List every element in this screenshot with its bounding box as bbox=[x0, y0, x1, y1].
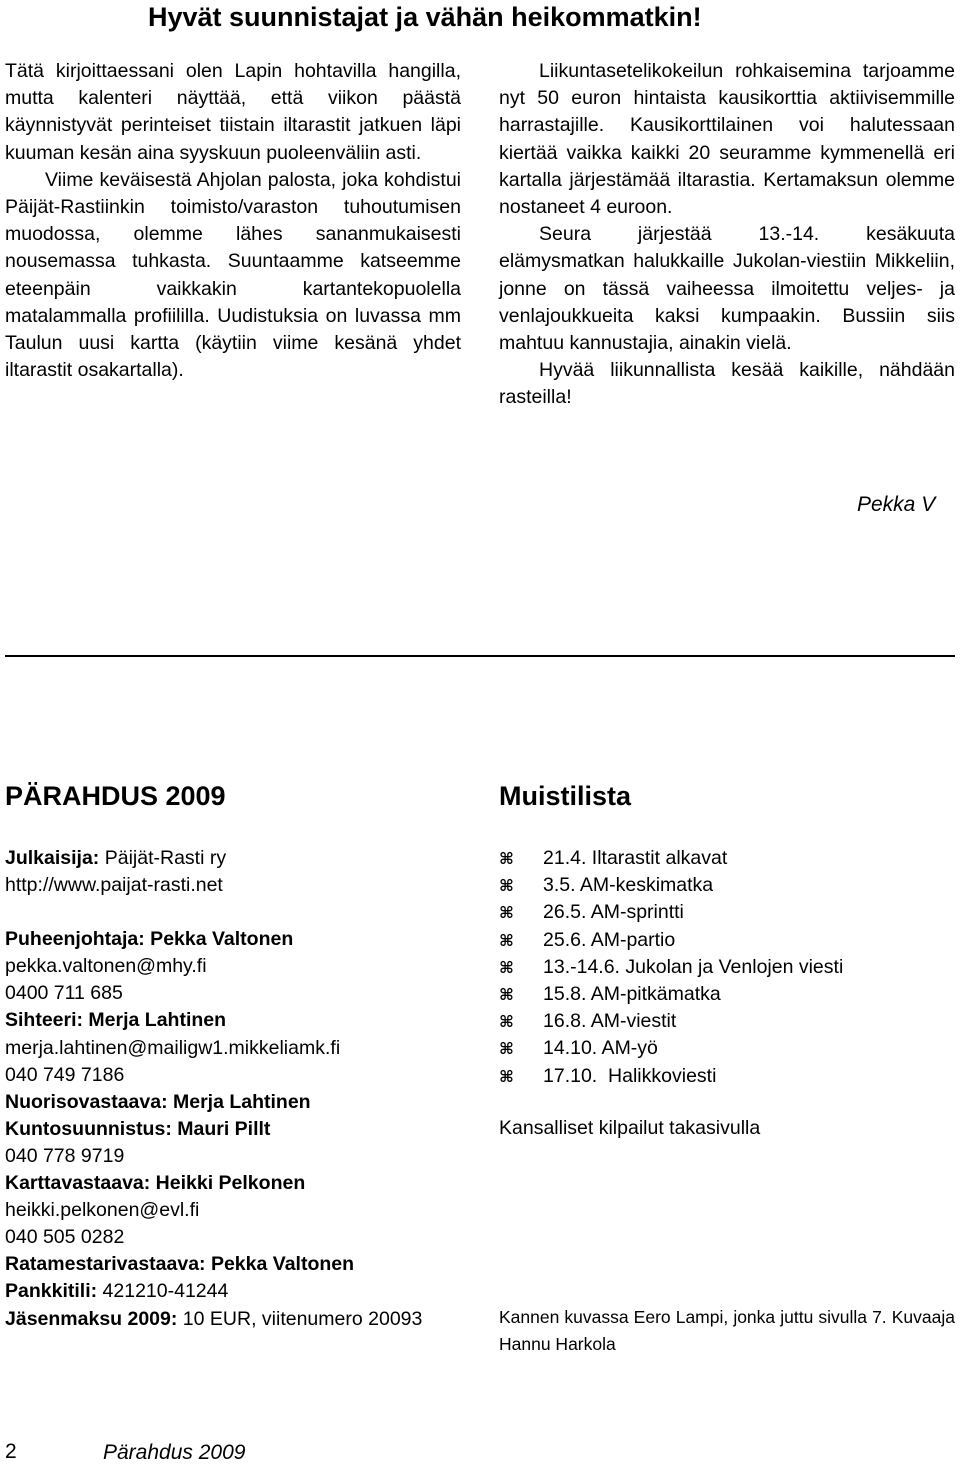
list-item: ⌘ 26.5. AM-sprintti bbox=[499, 899, 955, 926]
youth-label: Nuorisovastaava: Merja Lahtinen bbox=[5, 1090, 311, 1113]
list-item: ⌘ 13.-14.6. Jukolan ja Venlojen viesti bbox=[499, 954, 955, 981]
list-item: ⌘ 3.5. AM-keskimatka bbox=[499, 872, 955, 899]
list-item: ⌘ 15.8. AM-pitkämatka bbox=[499, 981, 955, 1008]
footer-publication: Pärahdus 2009 bbox=[103, 1441, 246, 1464]
magazine-title: PÄRAHDUS 2009 bbox=[5, 781, 226, 811]
intro-paragraph: Tätä kirjoittaessani olen Lapin hohtavilla hangilla, mutta kalenteri näyttää, että viikon päästä käynnistyvät perinteiset tiistain iltarastit jatkuen läpi kuuman kesän aina syyskuun puoleenväliin asti. bbox=[5, 60, 461, 164]
chair-label: Puheenjohtaja: Pekka Valtonen bbox=[5, 928, 294, 951]
secretary-email[interactable]: merja.lahtinen@mailigw1.mikkeliamk.fi bbox=[5, 1036, 341, 1059]
command-key-icon: ⌘ bbox=[499, 849, 514, 868]
course-label: Ratamestarivastaava: Pekka Valtonen bbox=[5, 1253, 355, 1276]
intro-paragraph: Liikuntasetelikokeilun rohkaisemina tarjoamme nyt 50 euron hintaista kausikorttia aktiivisemmille harrastajille. Kausikorttilainen voi halutessaan kiertää vaikka kaikki 20 seuramme kymmenellä eri kartalla järjestämää iltarastia. Kertamaksun olemme nostaneet 4 euroon. bbox=[499, 60, 955, 219]
fitness-label: Kuntosuunnistus: Mauri Pillt bbox=[5, 1117, 271, 1140]
fee-value: 10 EUR, viitenumero 20093 bbox=[182, 1307, 423, 1330]
intro-right-column bbox=[499, 58, 955, 412]
command-key-icon: ⌘ bbox=[499, 876, 514, 896]
publisher-label: Julkaisija: bbox=[5, 847, 100, 869]
memo-list bbox=[499, 845, 955, 1090]
competitions-note: Kansalliset kilpailut takasivulla bbox=[499, 1117, 761, 1139]
list-item: ⌘ 21.4. Iltarastit alkavat bbox=[499, 845, 955, 872]
contact-info bbox=[5, 845, 475, 1333]
chair-email[interactable]: pekka.valtonen@mhy.fi bbox=[5, 955, 207, 978]
intro-paragraph: Viime keväisestä Ahjolan palosta, joka kohdistui Päijät-Rastiinkin toimisto/varaston tuhoutumisen muodossa, olemme lähes sananmukaisesti nousemassa tuhkasta. Suuntaamme katseemme eteenpäin vaikkakin kartantekopuolella matalammalla profiililla. Uudistuksia on luvassa mm Taulun uusi kartta (käytiin viime kesänä yhdet iltarastit osakartalla). bbox=[5, 168, 461, 382]
maps-email[interactable]: heikki.pelkonen@evl.fi bbox=[5, 1199, 200, 1222]
cover-note: Kannen kuvassa Eero Lampi, jonka juttu sivulla 7. Kuvaaja Hannu Harkola bbox=[499, 1307, 955, 1354]
maps-label: Karttavastaava: Heikki Pelkonen bbox=[5, 1172, 306, 1195]
list-item: ⌘ 25.6. AM-partio bbox=[499, 927, 955, 954]
chair-phone: 0400 711 685 bbox=[5, 982, 123, 1005]
maps-phone: 040 505 0282 bbox=[5, 1226, 125, 1249]
command-key-icon: ⌘ bbox=[499, 930, 514, 950]
intro-left-column bbox=[5, 58, 461, 384]
fee-line bbox=[5, 1306, 457, 1333]
list-item: ⌘ 17.10. Halikkoviesti bbox=[499, 1063, 955, 1090]
command-key-icon: ⌘ bbox=[499, 984, 514, 1004]
memo-title: Muistilista bbox=[499, 781, 632, 811]
command-key-icon: ⌘ bbox=[499, 957, 514, 977]
fitness-phone: 040 778 9719 bbox=[5, 1144, 125, 1167]
signature: Pekka V bbox=[857, 493, 936, 516]
website-link[interactable]: http://www.paijat-rasti.net bbox=[5, 874, 223, 897]
list-item: ⌘ 14.10. AM-yö bbox=[499, 1035, 955, 1062]
command-key-icon: ⌘ bbox=[499, 1066, 514, 1086]
bank-label: Pankkitili: bbox=[5, 1280, 98, 1303]
publisher-name: Päijät-Rasti ry bbox=[104, 847, 227, 869]
intro-paragraph: Hyvää liikunnallista kesää kaikille, nähdään rasteilla! bbox=[499, 359, 955, 409]
intro-paragraph: Seura järjestää 13.-14. kesäkuuta elämysmatkan halukkaille Jukolan-viestiin Mikkeliin, jonne on tässä vaiheessa ilmoitettu veljes- ja venlajoukkueita kaksi kumpaakin. Bussiin siis mahtuu kannustajia, ainakin vielä. bbox=[499, 223, 955, 355]
section-divider bbox=[5, 655, 955, 657]
bank-value: 421210-41244 bbox=[102, 1280, 229, 1303]
command-key-icon: ⌘ bbox=[499, 903, 514, 923]
command-key-icon: ⌘ bbox=[499, 1012, 514, 1032]
page-title: Hyvät suunnistajat ja vähän heikommatkin! bbox=[148, 2, 702, 32]
publisher-line bbox=[5, 845, 475, 872]
secretary-label: Sihteeri: Merja Lahtinen bbox=[5, 1009, 227, 1032]
secretary-phone: 040 749 7186 bbox=[5, 1063, 125, 1086]
fee-label: Jäsenmaksu 2009: bbox=[5, 1307, 178, 1330]
bank-line bbox=[5, 1278, 475, 1305]
list-item: ⌘ 16.8. AM-viestit bbox=[499, 1008, 955, 1035]
page-number: 2 bbox=[5, 1440, 17, 1463]
command-key-icon: ⌘ bbox=[499, 1039, 514, 1059]
